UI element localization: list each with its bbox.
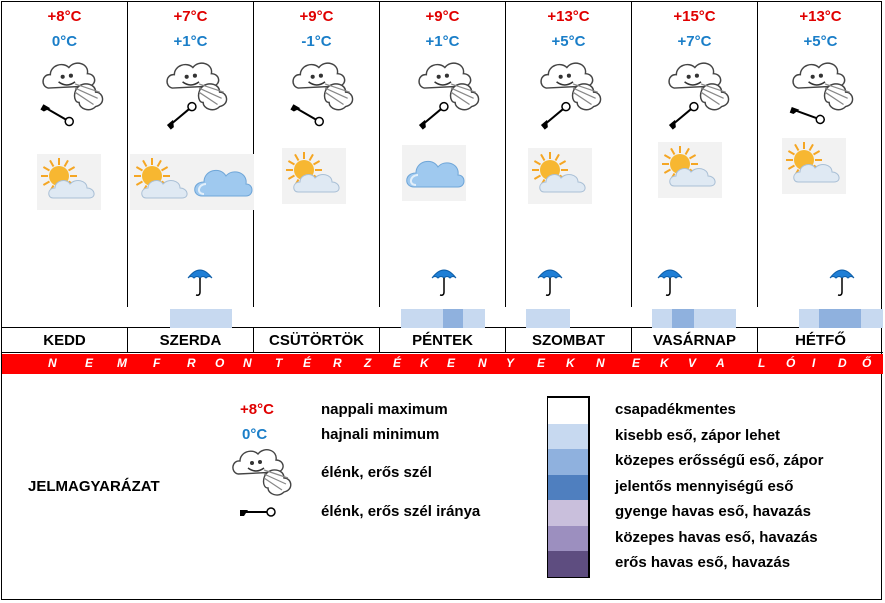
precip-cell-hetfo-c (861, 309, 883, 328)
day-name-szombat: SZOMBAT (506, 328, 632, 353)
day-column-szombat (506, 2, 632, 307)
day-name-szerda: SZERDA (128, 328, 254, 353)
umbrella-icon (536, 264, 564, 298)
banner-letter: E (447, 356, 456, 370)
legend-vane-label: élénk, erős szél iránya (321, 503, 481, 520)
partly-cloudy-icon (37, 154, 101, 210)
legend-min-label: hajnali minimum (321, 426, 440, 443)
banner-letter: M (117, 356, 127, 370)
banner-letter: L (758, 356, 766, 370)
banner-letter: Y (506, 356, 515, 370)
max-temp: +13°C (799, 8, 842, 25)
precip-scale-swatch (548, 500, 588, 526)
precip-scale-swatch (548, 551, 588, 577)
min-temp: +1°C (173, 33, 208, 50)
banner-letter: K (566, 356, 575, 370)
banner-letter: A (716, 356, 725, 370)
cloud-icon (190, 154, 254, 210)
max-temp: +15°C (673, 8, 716, 25)
precip-scale-label: csapadékmentes (615, 401, 736, 418)
precip-scale-label: közepes havas eső, havazás (615, 528, 818, 546)
partly-cloudy-icon (782, 138, 846, 194)
banner-letter: V (688, 356, 697, 370)
day-column-csutortok (254, 2, 380, 307)
banner-letter: F (153, 356, 161, 370)
banner-letter: D (838, 356, 847, 370)
max-temp: +9°C (299, 8, 334, 25)
legend-sample-min: 0°C (242, 426, 268, 443)
precip-scale-swatch (548, 398, 588, 424)
day-name-pentek: PÉNTEK (380, 328, 506, 353)
min-temp: +5°C (551, 33, 586, 50)
day-name-csutortok: CSÜTÖRTÖK (254, 328, 380, 353)
banner-letter: N (243, 356, 252, 370)
banner-letter: E (85, 356, 94, 370)
precip-cell-pentek-b (443, 309, 463, 328)
precip-cell-vasarnap-a (652, 309, 672, 328)
max-temp: +8°C (47, 8, 82, 25)
banner-letter: N (48, 356, 57, 370)
precip-scale-swatch (548, 526, 588, 552)
day-column-vasarnap (632, 2, 758, 307)
precip-cell-hetfo-a (799, 309, 819, 328)
partly-cloudy-icon (658, 142, 722, 198)
banner-letter: I (812, 356, 816, 370)
max-temp: +7°C (173, 8, 208, 25)
partly-cloudy-icon (130, 154, 194, 210)
precip-row (2, 307, 883, 328)
banner-letter: Z (364, 356, 372, 370)
max-temp: +13°C (547, 8, 590, 25)
umbrella-icon (656, 264, 684, 298)
legend-wind-label: élénk, erős szél (321, 464, 432, 481)
precip-cell-pentek-c (463, 309, 485, 328)
banner-letter: N (596, 356, 605, 370)
front-sensitivity-banner (2, 354, 883, 374)
banner-letter: N (478, 356, 487, 370)
partly-cloudy-icon (528, 148, 592, 204)
day-column-pentek (380, 2, 506, 307)
legend-max-label: nappali maximum (321, 401, 448, 418)
day-name-row (2, 328, 883, 353)
day-column-kedd (2, 2, 128, 307)
banner-letter: É (393, 356, 402, 370)
min-temp: +7°C (677, 33, 712, 50)
cloud-icon (402, 145, 466, 201)
banner-letter: K (420, 356, 429, 370)
legend-title: JELMAGYARÁZAT (28, 478, 160, 495)
day-column-szerda (128, 2, 254, 307)
day-name-kedd: KEDD (2, 328, 128, 353)
precip-scale-label: közepes erősségű eső, zápor (615, 452, 824, 469)
precip-cell-vasarnap-b (672, 309, 694, 328)
min-temp: 0°C (51, 33, 78, 50)
umbrella-icon (828, 264, 856, 298)
max-temp: +9°C (425, 8, 460, 25)
precip-scale-swatch (548, 424, 588, 450)
precip-cell-hetfo-b (819, 309, 861, 328)
banner-letter: R (187, 356, 196, 370)
banner-letter: R (333, 356, 342, 370)
partly-cloudy-icon (282, 148, 346, 204)
precip-cell-szombat (526, 309, 570, 328)
precip-cell-szerda (170, 309, 232, 328)
umbrella-icon (186, 264, 214, 298)
banner-letter: E (537, 356, 546, 370)
min-temp: -1°C (301, 33, 332, 50)
banner-letter: T (275, 356, 283, 370)
precip-scale-label: kisebb eső, zápor lehet (615, 426, 781, 444)
precip-scale-swatch (548, 475, 588, 501)
banner-letter: É (303, 356, 312, 370)
banner-letter: O (215, 356, 225, 370)
min-temp: +5°C (803, 33, 838, 50)
precip-cell-vasarnap-c (694, 309, 736, 328)
legend-wind-vane-icon (238, 502, 278, 522)
legend-wind-icon (228, 444, 298, 498)
day-name-vasarnap: VASÁRNAP (632, 328, 758, 353)
banner-letter: Ő (862, 356, 872, 370)
min-temp: +1°C (425, 33, 460, 50)
precip-scale-label: gyenge havas eső, havazás (615, 503, 811, 520)
precip-scale-label: erős havas eső, havazás (615, 554, 791, 571)
day-column-hetfo (758, 2, 883, 307)
precip-scale-swatch (548, 449, 588, 475)
banner-letter: E (632, 356, 641, 370)
precip-cell-pentek-a (401, 309, 443, 328)
umbrella-icon (430, 264, 458, 298)
legend-sample-max: +8°C (240, 401, 274, 418)
banner-letter: Ó (786, 356, 796, 370)
banner-letter: K (660, 356, 669, 370)
precip-scale-label: jelentős mennyiségű eső (615, 477, 794, 495)
day-name-hetfo: HÉTFŐ (795, 332, 846, 349)
